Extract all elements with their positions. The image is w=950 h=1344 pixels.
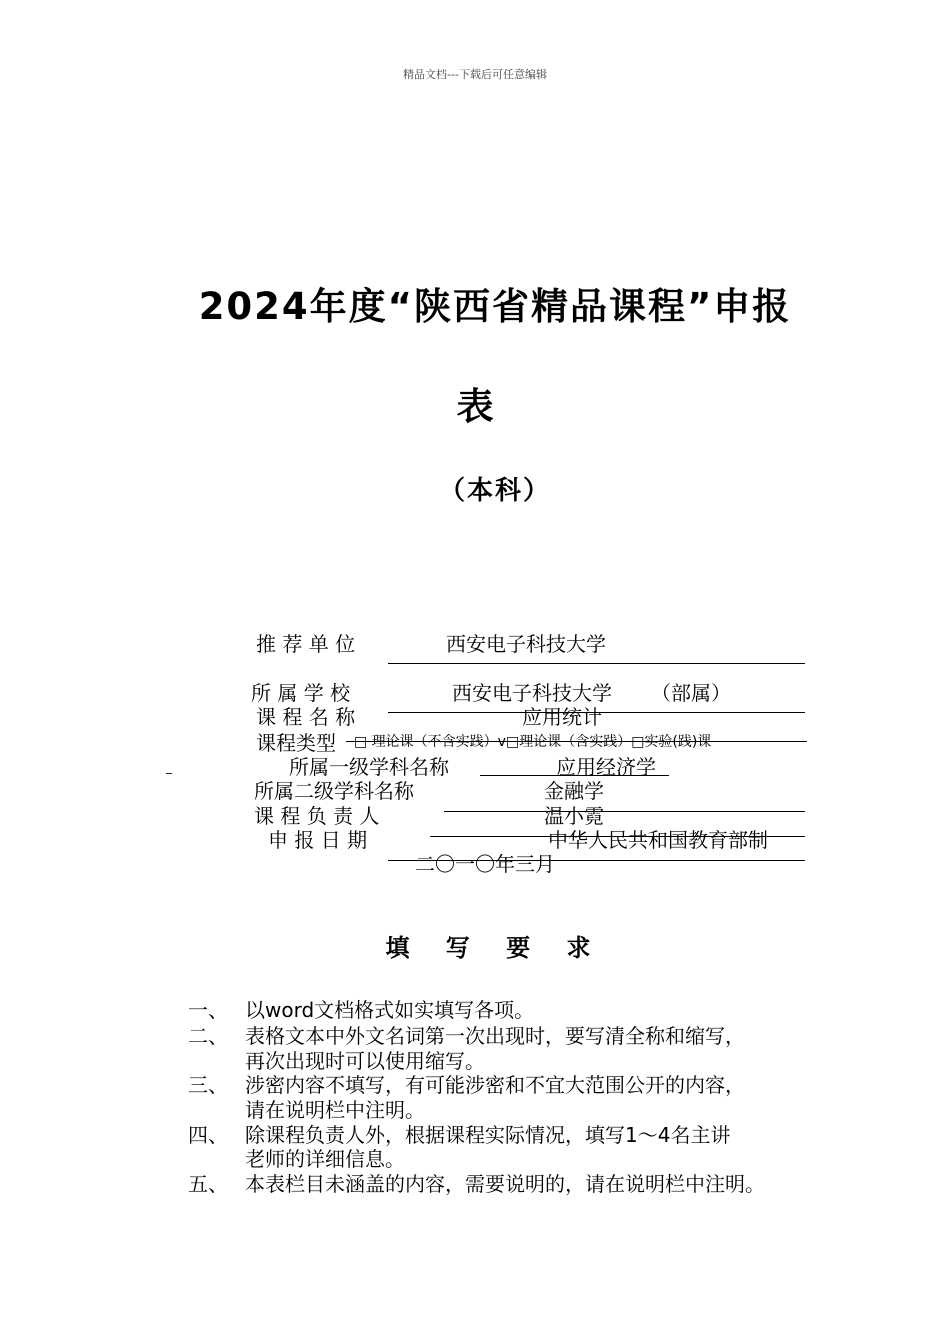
margin-dash: _ [166, 760, 172, 774]
discipline-level1-label: 所属一级学科名称 [289, 755, 449, 779]
recommend-unit-value: 西安电子科技大学 [446, 632, 606, 656]
requirement-text: 本表栏目未涵盖的内容，需要说明的，请在说明栏中注明。 [245, 1172, 765, 1196]
page-title-continued: 表 [456, 385, 494, 428]
requirement-number: 三、 [188, 1073, 228, 1097]
recommend-unit-label: 推 荐 单 位 [256, 632, 356, 656]
apply-date-rule [430, 836, 805, 837]
course-leader-value: 温小霓 [544, 804, 604, 828]
requirement-text-continued: 请在说明栏中注明。 [245, 1098, 425, 1122]
course-name-value: 应用统计 [522, 705, 602, 729]
page-subtitle: （本科） [438, 476, 551, 506]
school-label: 所 属 学 校 [251, 681, 351, 705]
requirements-heading: 填 写 要 求 [385, 934, 605, 962]
apply-date-label: 申 报 日 期 [268, 828, 368, 852]
course-leader-label: 课 程 负 责 人 [254, 804, 380, 828]
requirement-number: 二、 [188, 1024, 228, 1048]
issuer-text: 中华人民共和国教育部制 [548, 828, 768, 852]
page-title: 2024年度“陕西省精品课程”申报 [198, 285, 792, 328]
recommend-unit-underline [388, 663, 805, 664]
discipline-level2-label: 所属二级学科名称 [254, 779, 414, 803]
requirement-number: 四、 [188, 1123, 228, 1147]
discipline-level1-value: 应用经济学 [556, 755, 656, 779]
requirement-text: 以word文档格式如实填写各项。 [245, 998, 535, 1022]
course-leader-rule [444, 811, 805, 812]
discipline-level2-value: 金融学 [544, 779, 604, 803]
school-value: 西安电子科技大学 [452, 681, 612, 705]
issue-date: 二〇一〇年三月 [415, 852, 555, 876]
requirement-text-continued: 再次出现时可以使用缩写。 [245, 1049, 485, 1073]
requirement-number: 一、 [188, 998, 228, 1022]
requirement-text: 涉密内容不填写，有可能涉密和不宜大范围公开的内容， [245, 1073, 745, 1097]
course-type-label: 课程类型 [256, 731, 336, 755]
requirement-text: 表格文本中外文名词第一次出现时，要写清全称和缩写， [245, 1024, 745, 1048]
course-type-options: □ 理论课（不含实践）ⅴ□理论课（含实践）□实验(践)课 [354, 734, 712, 750]
requirement-text-continued: 老师的详细信息。 [245, 1147, 405, 1171]
course-name-rule [388, 712, 805, 713]
school-note: （部属） [651, 681, 731, 705]
requirement-text: 除课程负责人外，根据课程实际情况，填写1～4名主讲 [245, 1123, 731, 1147]
course-type-rule [346, 741, 807, 742]
course-name-label: 课 程 名 称 [256, 705, 356, 729]
requirement-number: 五、 [188, 1172, 228, 1196]
header-watermark: 精品文档---下载后可任意编辑 [403, 68, 547, 81]
